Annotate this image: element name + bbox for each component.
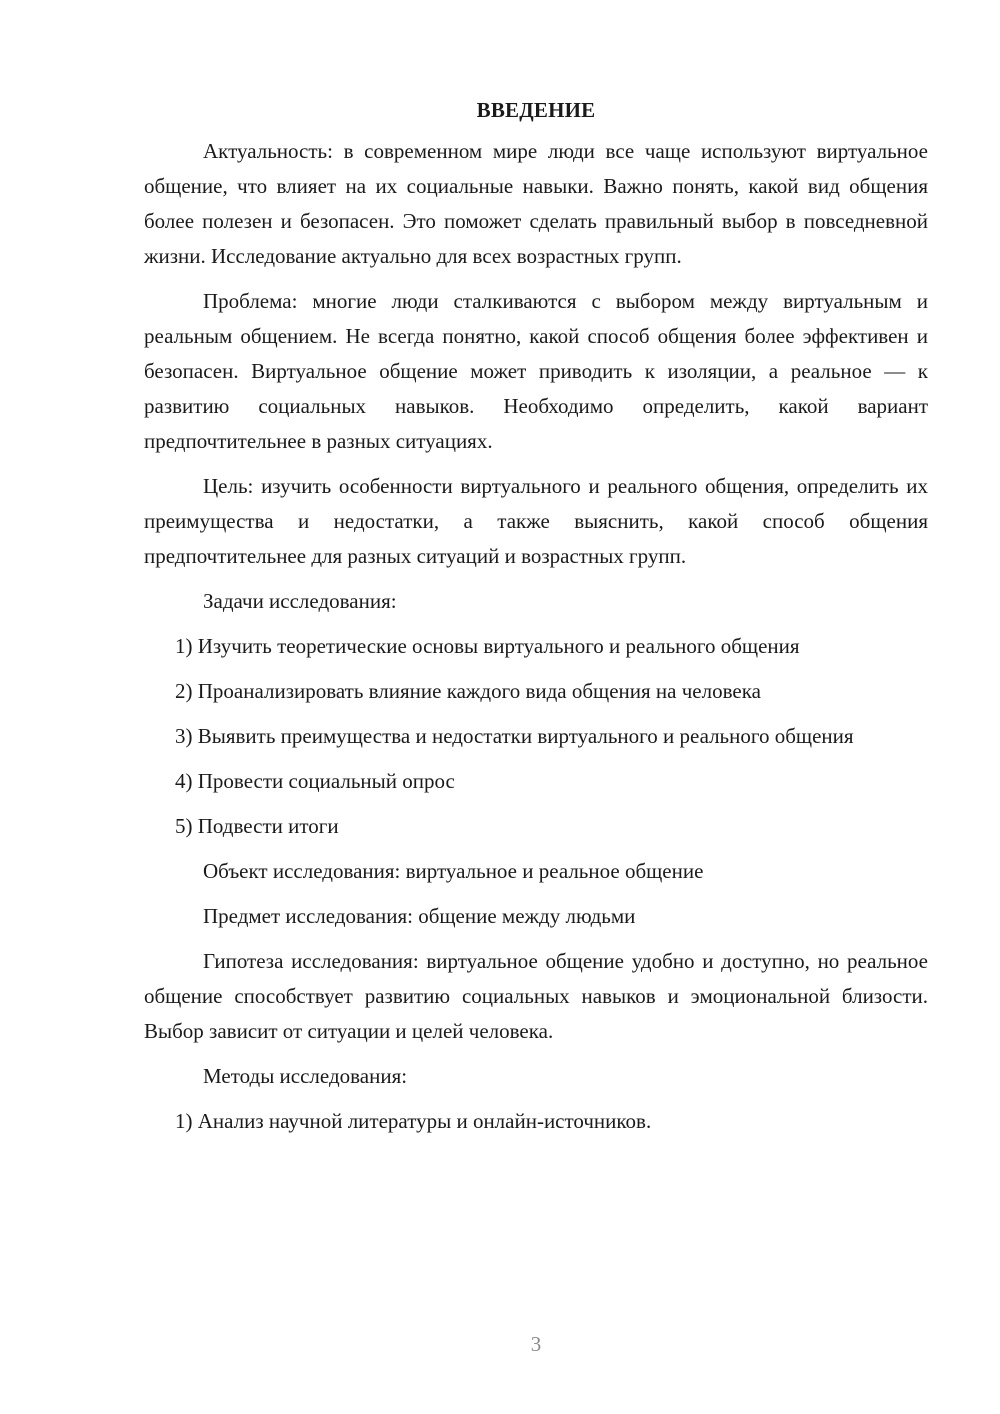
problem-paragraph: Проблема: многие люди сталкиваются с выбором между виртуальным и реальным общением. Не всегда понятно, какой способ общения более эффективен и безопасен. Виртуальное общение может приводить к изоляции, а реальное — к развитию социальных навыков. Необходимо определить, какой вариант предпочтительнее в разных ситуациях. (144, 289, 928, 453)
page-number: 3 (530, 1332, 542, 1356)
hypothesis-paragraph: Гипотеза исследования: виртуальное общение удобно и доступно, но реальное общение способствует развитию социальных навыков и эмоциональной близости. Выбор зависит от ситуации и целей человека. (144, 949, 928, 1043)
task-item: 4) Провести социальный опрос (175, 769, 455, 793)
page-title: ВВЕДЕНИЕ (476, 98, 596, 122)
methods-heading: Методы исследования: (203, 1064, 408, 1088)
research-subject: Предмет исследования: общение между людьми (203, 904, 636, 928)
goal-paragraph: Цель: изучить особенности виртуального и реального общения, определить их преимущества и недостатки, а также выяснить, какой способ общения предпочтительнее для разных ситуаций и возрастных групп. (144, 474, 928, 568)
method-item: 1) Анализ научной литературы и онлайн-источников. (175, 1109, 652, 1133)
page-content (144, 93, 928, 1149)
task-item: 1) Изучить теоретические основы виртуального и реального общения (175, 634, 800, 658)
research-object: Объект исследования: виртуальное и реальное общение (203, 859, 704, 883)
task-item: 2) Проанализировать влияние каждого вида общения на человека (175, 679, 761, 703)
task-item: 5) Подвести итоги (175, 814, 339, 838)
task-item: 3) Выявить преимущества и недостатки виртуального и реального общения (175, 724, 854, 748)
relevance-paragraph: Актуальность: в современном мире люди все чаще используют виртуальное общение, что влияет на их социальные навыки. Важно понять, какой вид общения более полезен и безопасен. Это поможет сделать правильный выбор в повседневной жизни. Исследование актуально для всех возрастных групп. (144, 139, 928, 268)
tasks-heading: Задачи исследования: (203, 589, 397, 613)
